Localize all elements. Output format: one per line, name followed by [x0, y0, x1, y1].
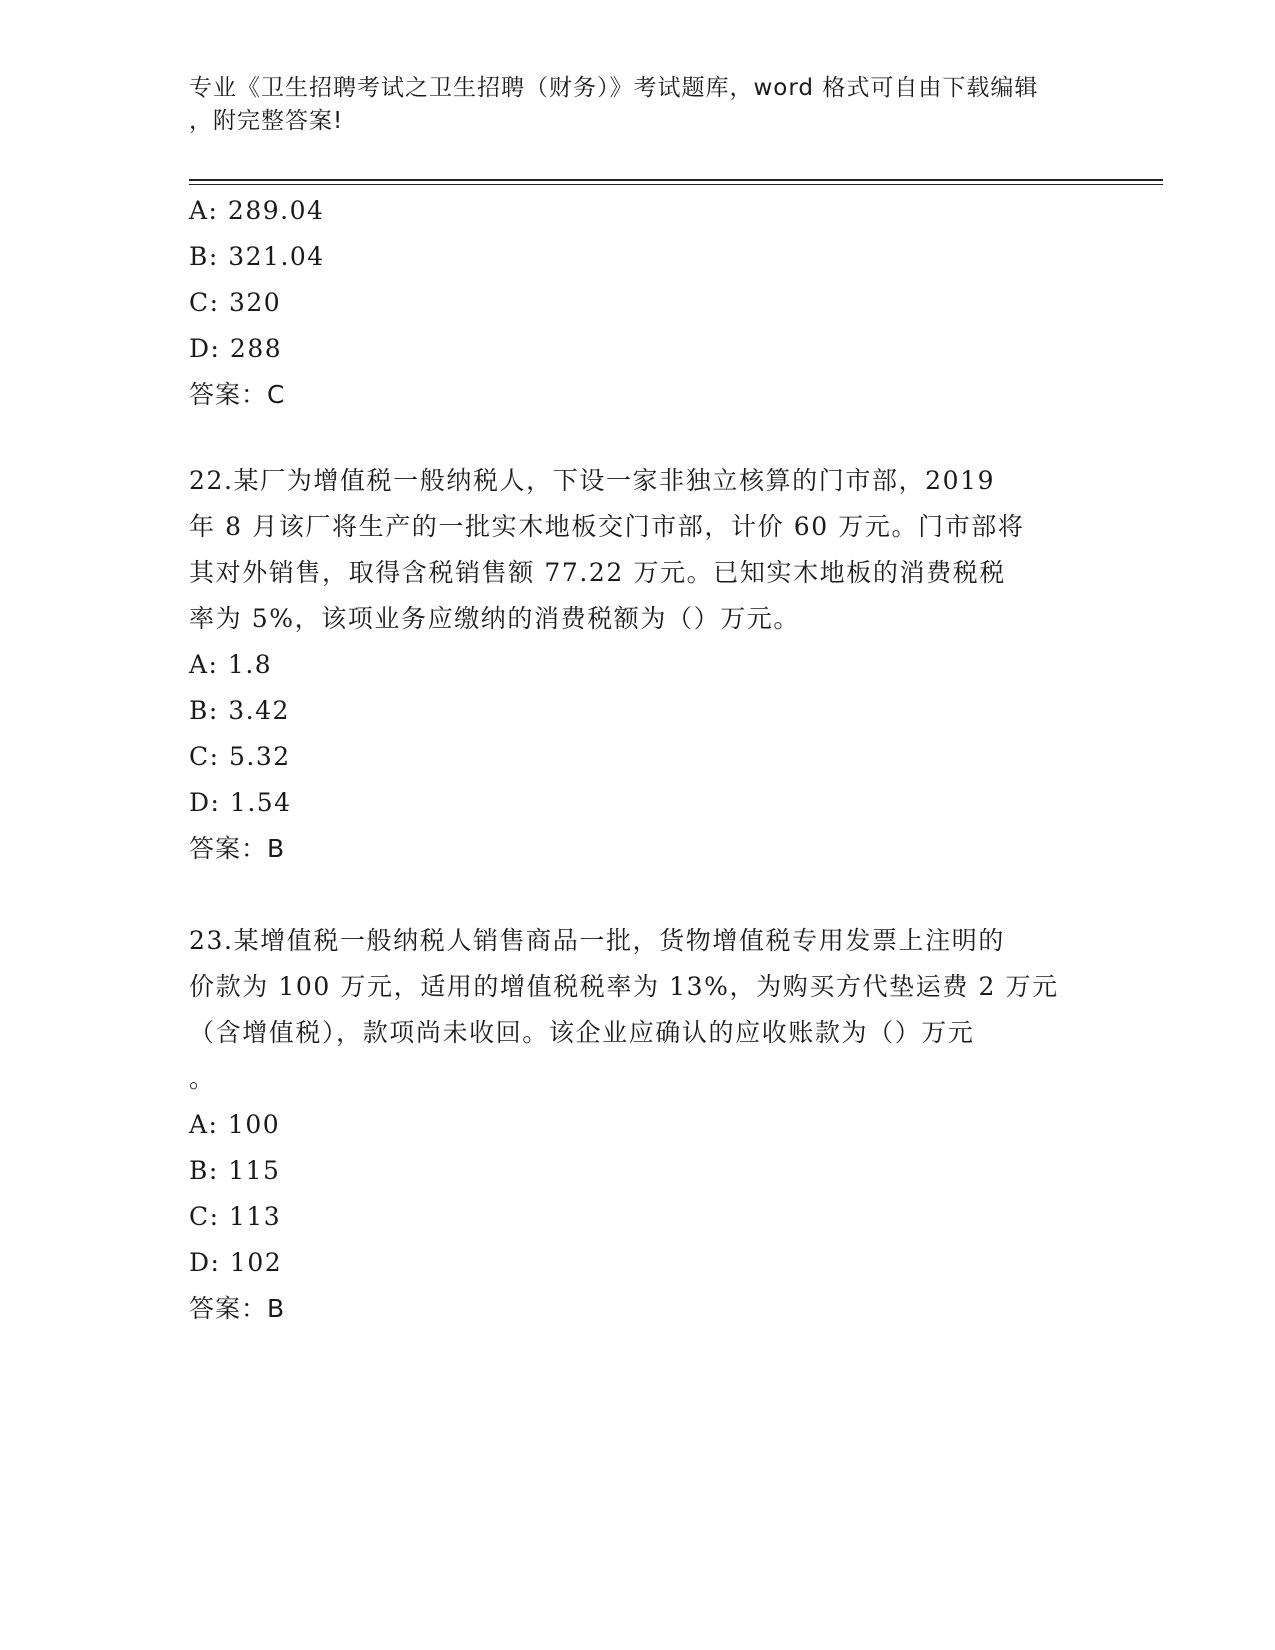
option-b: B: 321.04 [189, 242, 325, 271]
question-23 [189, 918, 1089, 1332]
option-d: D: 1.54 [189, 788, 292, 817]
question-line: 其对外销售，取得含税销售额 77.22 万元。已知实木地板的消费税税 [189, 558, 1006, 587]
question-text [189, 918, 1089, 1102]
question-text [189, 458, 1089, 642]
option-d: D: 288 [189, 334, 283, 363]
option-a: A: 289.04 [189, 196, 325, 225]
option-b: B: 3.42 [189, 696, 290, 725]
option-c: C: 320 [189, 288, 282, 317]
header-line-1: 专业《卫生招聘考试之卫生招聘（财务）》考试题库，word 格式可自由下载编辑 [189, 75, 1039, 101]
option-a: A: 1.8 [189, 650, 273, 679]
header-divider-thin [189, 184, 1163, 185]
header-divider-thick [189, 179, 1163, 181]
option-d: D: 102 [189, 1248, 283, 1277]
answer-label: 答案：B [189, 1294, 286, 1323]
question-line: （含增值税），款项尚未收回。该企业应确认的应收账款为（）万元 [189, 1018, 975, 1047]
question-line: 价款为 100 万元，适用的增值税税率为 13%，为购买方代垫运费 2 万元 [189, 972, 1059, 1001]
question-21 [189, 188, 1089, 418]
question-line: 。 [189, 1064, 216, 1093]
document-header [189, 72, 1069, 138]
option-b: B: 115 [189, 1156, 281, 1185]
header-line-2: ，附完整答案! [189, 108, 344, 134]
question-line: 22.某厂为增值税一般纳税人，下设一家非独立核算的门市部，2019 [189, 466, 996, 495]
option-c: C: 113 [189, 1202, 282, 1231]
question-22 [189, 458, 1089, 872]
question-line: 23.某增值税一般纳税人销售商品一批，货物增值税专用发票上注明的 [189, 926, 1005, 955]
answer-label: 答案：C [189, 380, 286, 409]
question-line: 年 8 月该厂将生产的一批实木地板交门市部，计价 60 万元。门市部将 [189, 512, 1025, 541]
question-line: 率为 5%，该项业务应缴纳的消费税额为（）万元。 [189, 604, 801, 633]
option-a: A: 100 [189, 1110, 281, 1139]
option-c: C: 5.32 [189, 742, 291, 771]
answer-label: 答案：B [189, 834, 286, 863]
